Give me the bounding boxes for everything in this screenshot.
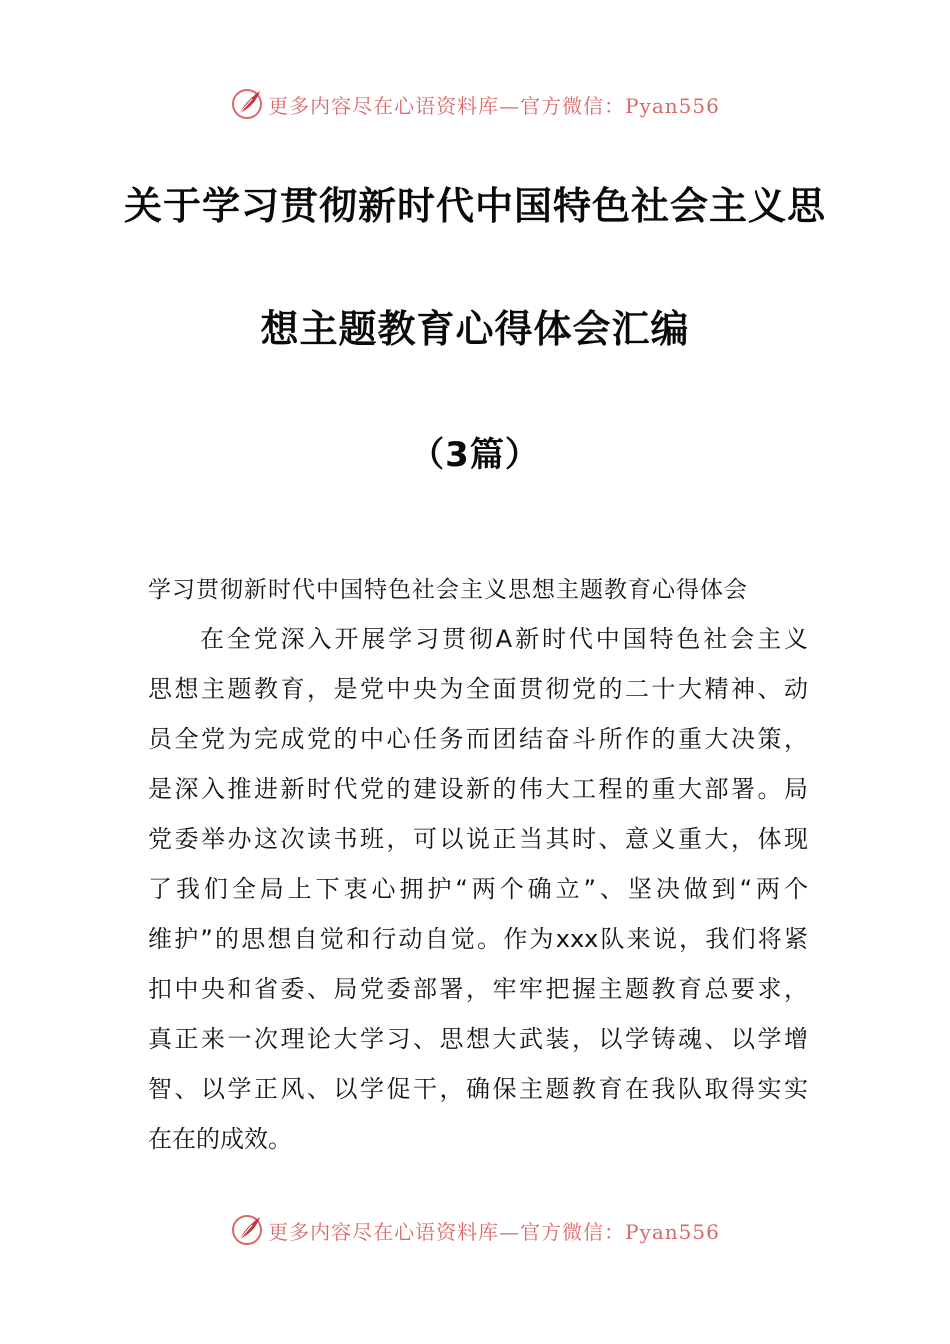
paragraph-line: 在全党深入开展学习贯彻A新时代中国特色社会主义: [200, 625, 808, 653]
paragraph-line: 维护”的思想自觉和行动自觉。作为xxx队来说，我们将紧: [148, 925, 808, 953]
paragraph-line: 员全党为完成党的中心任务而团结奋斗所作的重大决策，: [148, 725, 808, 753]
watermark-banner-bottom: [0, 1210, 950, 1250]
watermark-text-bottom: 更多内容尽在心语资料库—官方微信：Pyan556: [268, 1219, 720, 1244]
watermark-banner-top: [0, 84, 950, 124]
paragraph-line: 党委举办这次读书班，可以说正当其时、意义重大，体现: [148, 825, 808, 853]
document-title-line-2: 想主题教育心得体会汇编: [260, 307, 690, 351]
document-title-count: （3篇）: [410, 435, 540, 475]
paragraph-line: 智、以学正风、以学促干，确保主题教育在我队取得实实: [148, 1075, 808, 1103]
paragraph-line: 了我们全局上下衷心拥护“两个确立”、坚决做到“两个: [148, 875, 808, 903]
paragraph-line: 在在的成效。: [148, 1125, 292, 1153]
article-body: [148, 614, 808, 1164]
paragraph-line: 是深入推进新时代党的建设新的伟大工程的重大部署。局: [148, 775, 808, 803]
paragraph-line: 真正来一次理论大学习、思想大武装，以学铸魂、以学增: [148, 1025, 808, 1053]
paragraph-line: 扣中央和省委、局党委部署，牢牢把握主题教育总要求，: [148, 975, 808, 1003]
feather-pen-logo-icon: [230, 1213, 264, 1247]
watermark-text-top: 更多内容尽在心语资料库—官方微信：Pyan556: [268, 93, 720, 118]
article-heading: 学习贯彻新时代中国特色社会主义思想主题教育心得体会: [148, 577, 748, 603]
feather-pen-logo-icon: [230, 87, 264, 121]
paragraph-line: 思想主题教育，是党中央为全面贯彻党的二十大精神、动: [148, 675, 808, 703]
document-title-line-1: 关于学习贯彻新时代中国特色社会主义思: [123, 184, 826, 228]
